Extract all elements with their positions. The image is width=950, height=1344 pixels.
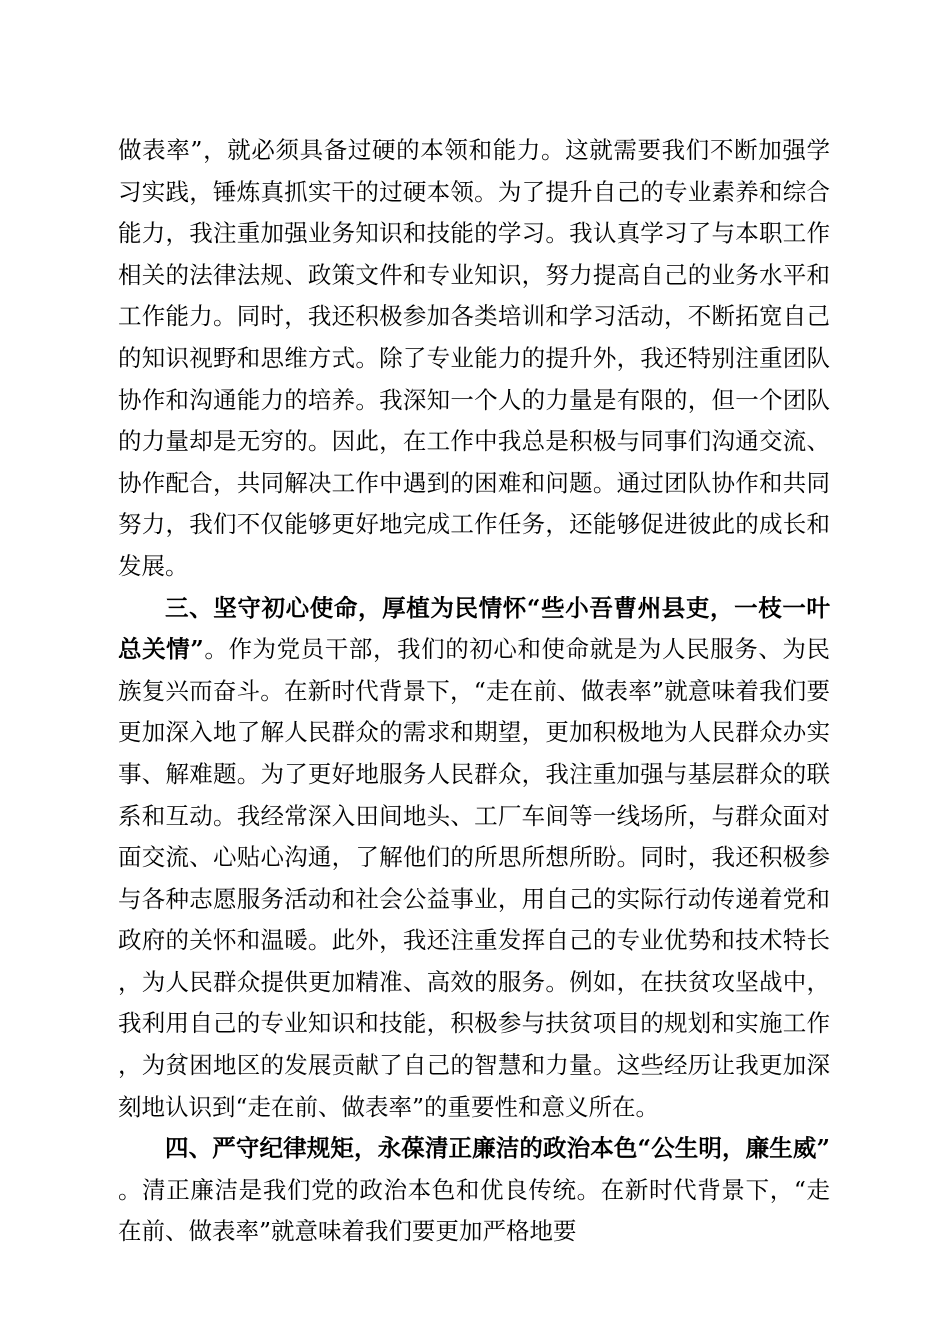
paragraph-continuation (118, 130, 830, 588)
document-body (118, 130, 830, 1253)
section-three-paragraph (118, 588, 830, 1129)
section-four-paragraph (118, 1128, 830, 1253)
section-three-body: 。作为党员干部，我们的初心和使命就是为人民服务、为民族复兴而奋斗。在新时代背景下，“走在前、做表率”就意味着我们要更加深入地了解人民群众的需求和期望，更加积极地为人民群众办实事、解难题。为了更好地服务人民群众，我注重加强与基层群众的联系和互动。我经常深入田间地头、工厂车间等一线场所，与群众面对面交流、心贴心沟通，了解他们的所思所想所盼。同时，我还积极参与各种志愿服务活动和社会公益事业，用自己的实际行动传递着党和政府的关怀和温暖。此外，我还注重发挥自己的专业优势和技术特长，为人民群众提供更加精准、高效的服务。例如，在扶贫攻坚战中，我利用自己的专业知识和技能，积极参与扶贫项目的规划和实施工作，为贫困地区的发展贡献了自己的智慧和力量。这些经历让我更加深刻地认识到“走在前、做表率”的重要性和意义所在。 (118, 635, 830, 1121)
section-four-heading: 四、严守纪律规矩，永葆清正廉洁的政治本色“公生明，廉生威” (165, 1134, 830, 1163)
paragraph-text: 做表率”，就必须具备过硬的本领和能力。这就需要我们不断加强学习实践，锤炼真抓实干的过硬本领。为了提升自己的专业素养和综合能力，我注重加强业务知识和技能的学习。我认真学习了与本职工作相关的法律法规、政策文件和专业知识，努力提高自己的业务水平和工作能力。同时，我还积极参加各类培训和学习活动，不断拓宽自己的知识视野和思维方式。除了专业能力的提升外，我还特别注重团队协作和沟通能力的培养。我深知一个人的力量是有限的，但一个团队的力量却是无穷的。因此，在工作中我总是积极与同事们沟通交流、协作配合，共同解决工作中遇到的困难和问题。通过团队协作和共同努力，我们不仅能够更好地完成工作任务，还能够促进彼此的成长和发展。 (118, 136, 830, 580)
section-four-body: 。清正廉洁是我们党的政治本色和优良传统。在新时代背景下，“走在前、做表率”就意味着我们要更加严格地要 (118, 1175, 830, 1246)
section-three-heading: 三、坚守初心使命，厚植为民情怀“些小吾曹州县吏，一枝一叶总关情” (118, 593, 830, 664)
